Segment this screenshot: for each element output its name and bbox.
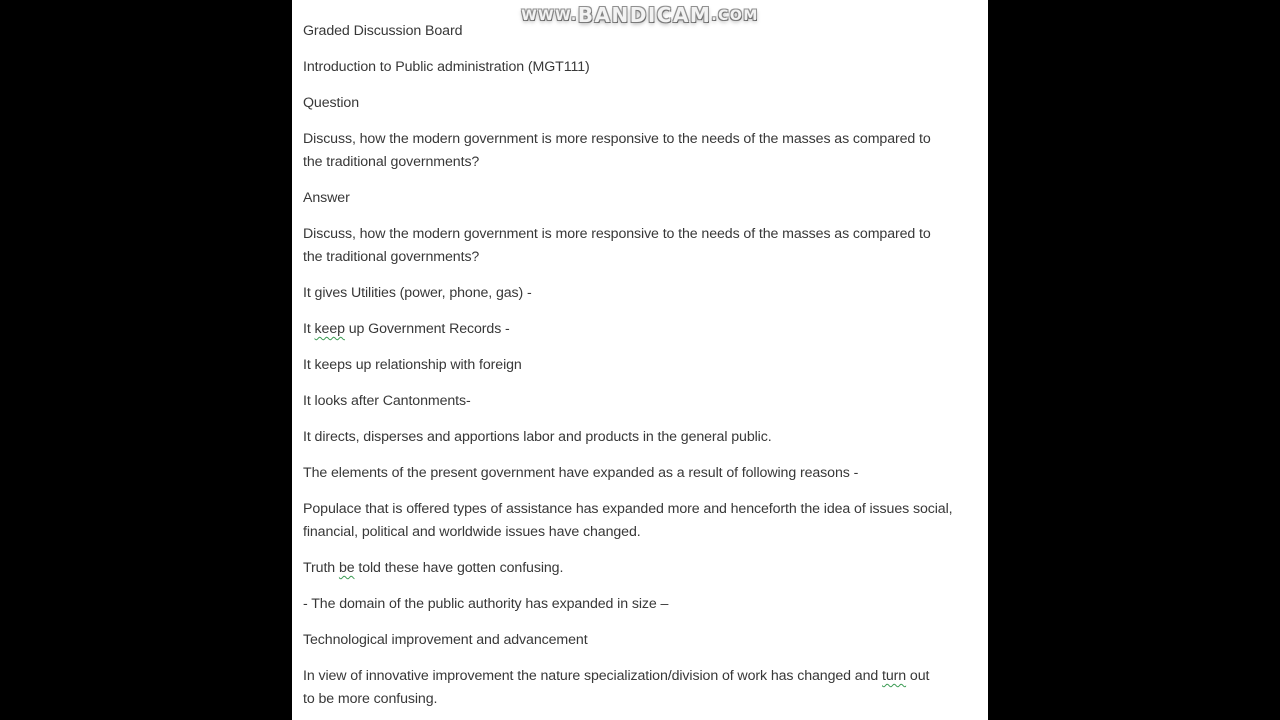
text-line: financial, political and worldwide issues have changed. (303, 524, 641, 540)
bandicam-watermark (521, 3, 759, 27)
watermark-name: BANDICAM (577, 3, 712, 27)
text-line: Discuss, how the modern government is more responsive to the needs of the masses as compared to (303, 131, 931, 147)
document-page (292, 0, 988, 720)
text-line: to be more confusing. (303, 691, 438, 707)
grammar-squiggle-word: turn (882, 668, 907, 684)
paragraph-populace (303, 498, 984, 544)
paragraph-innovative-improvement (303, 665, 984, 711)
paragraph-government-records (303, 318, 984, 341)
paragraph-answer-restated-question (303, 223, 984, 269)
text-line: Technological improvement and advancement (303, 632, 588, 648)
text-segment: up Government Records - (344, 321, 510, 337)
text-line: - The domain of the public authority has expanded in size – (303, 596, 669, 612)
text-line: It keeps up relationship with foreign (303, 357, 522, 373)
paragraph-utilities (303, 282, 984, 305)
text-line: Introduction to Public administration (MGT111) (303, 59, 590, 75)
watermark-suffix: .COM (711, 8, 759, 24)
paragraph-question-label (303, 92, 984, 115)
text-line: It looks after Cantonments- (303, 393, 471, 409)
text-line (303, 318, 984, 341)
paragraph-foreign-relationship (303, 354, 984, 377)
text-segment: told these have gotten confusing. (354, 560, 564, 576)
text-segment: Truth (303, 560, 339, 576)
text-line: It directs, disperses and apportions labor and products in the general public. (303, 429, 772, 445)
text-segment: In view of innovative improvement the nature specialization/division of work has changed and (303, 668, 883, 684)
text-line: Question (303, 95, 359, 111)
paragraph-cantonments (303, 390, 984, 413)
paragraph-domain-expanded (303, 593, 984, 616)
text-line (303, 665, 984, 688)
paragraph-question (303, 128, 984, 174)
grammar-squiggle-word: be (338, 560, 355, 576)
text-line: The elements of the present government have expanded as a result of following reasons - (303, 465, 859, 481)
paragraph-elements-expanded (303, 462, 984, 485)
text-line: the traditional governments? (303, 154, 480, 170)
paragraph-labor-products (303, 426, 984, 449)
paragraph-technological (303, 629, 984, 652)
text-line (303, 557, 984, 580)
text-line: It gives Utilities (power, phone, gas) - (303, 285, 532, 301)
text-line: Answer (303, 190, 350, 206)
text-segment: out (906, 668, 930, 684)
text-line: Graded Discussion Board (303, 23, 463, 39)
text-line: Discuss, how the modern government is more responsive to the needs of the masses as compared to (303, 226, 931, 242)
text-line: the traditional governments? (303, 249, 480, 265)
grammar-squiggle-word: keep (314, 321, 345, 337)
text-line: Populace that is offered types of assistance has expanded more and henceforth the idea of issues social, (303, 501, 953, 517)
watermark-prefix: WWW. (521, 8, 578, 24)
paragraph-truth-be-told (303, 557, 984, 580)
paragraph-course-title (303, 56, 984, 79)
paragraph-answer-label (303, 187, 984, 210)
text-segment: It (303, 321, 315, 337)
